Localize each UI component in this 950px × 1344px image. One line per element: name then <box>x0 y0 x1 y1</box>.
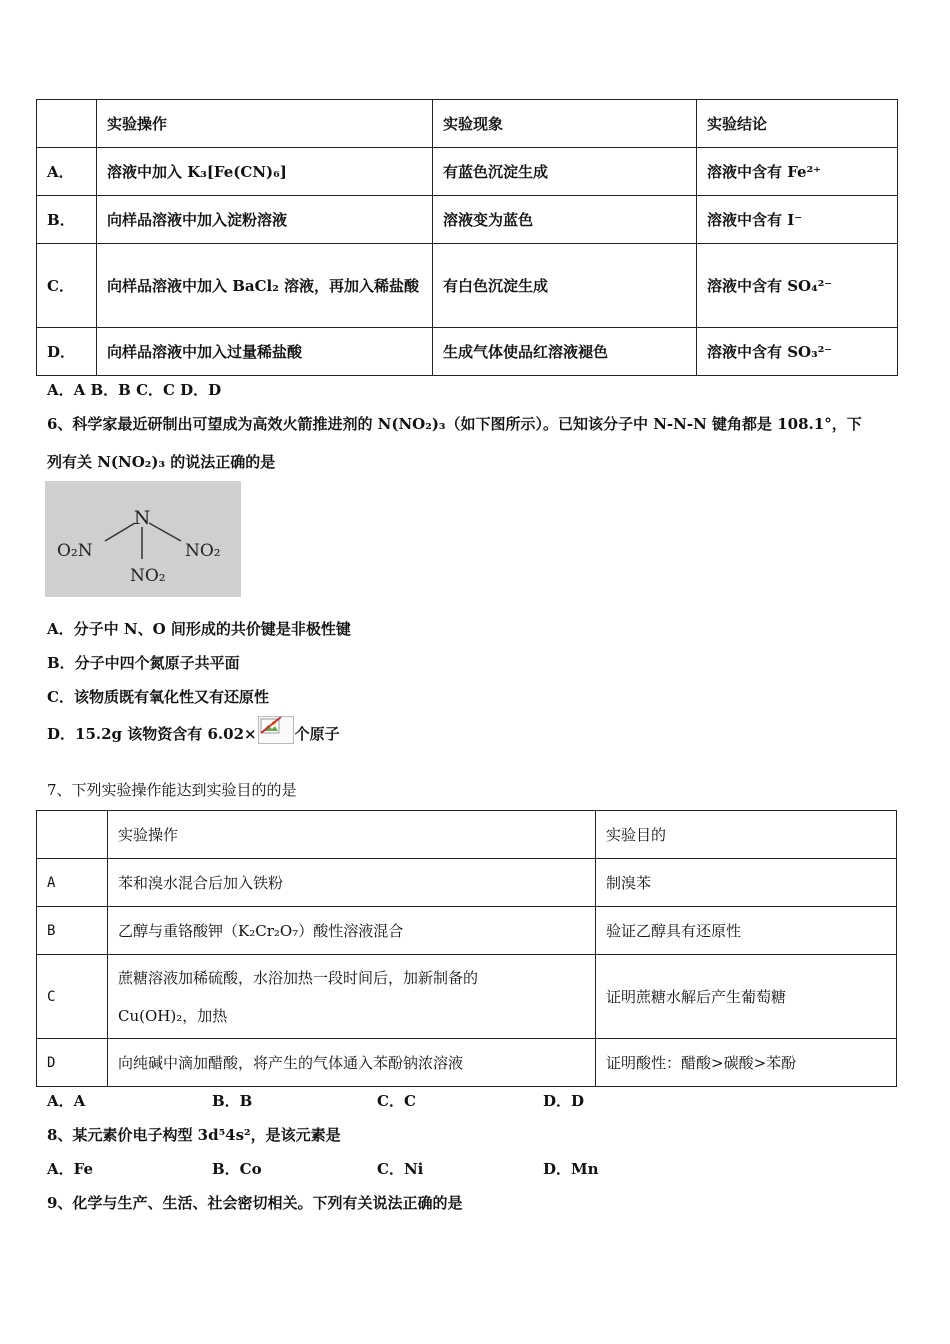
header-cell: 实验操作 <box>108 811 596 859</box>
row-label: C <box>37 955 108 1039</box>
cell-operation: 乙醇与重铬酸钾（K₂Cr₂O₇）酸性溶液混合 <box>108 907 596 955</box>
cell-conclusion: 溶液中含有 I⁻ <box>697 196 898 244</box>
table-row <box>37 907 897 955</box>
row-label: B <box>37 907 108 955</box>
q7-option-b: B．B <box>212 1092 253 1110</box>
q6-option-d <box>47 716 340 744</box>
header-cell <box>37 100 97 148</box>
molecule-svg <box>45 481 241 597</box>
cell-goal: 验证乙醇具有还原性 <box>596 907 897 955</box>
table-row <box>37 244 898 328</box>
cell-goal: 证明蔗糖水解后产生葡萄糖 <box>596 955 897 1039</box>
cell-operation: 向样品溶液中加入淀粉溶液 <box>97 196 433 244</box>
atom-center: N <box>133 507 151 529</box>
table-row <box>37 196 898 244</box>
cell-conclusion: 溶液中含有 SO₄²⁻ <box>697 244 898 328</box>
q9-stem: 9、化学与生产、生活、社会密切相关。下列有关说法正确的是 <box>47 1194 463 1212</box>
q5-table <box>36 99 898 376</box>
q6-option-b: B．分子中四个氮原子共平面 <box>47 654 240 672</box>
header-cell <box>37 811 108 859</box>
cell-conclusion: 溶液中含有 Fe²⁺ <box>697 148 898 196</box>
operation-line1: 蔗糖溶液加稀硫酸，水浴加热一段时间后，加新制备的 <box>118 968 479 987</box>
q8-option-d: D．Mn <box>543 1160 599 1178</box>
operation-line2: Cu(OH)₂，加热 <box>118 1006 228 1025</box>
broken-image-icon <box>258 716 294 744</box>
row-label: A． <box>37 148 97 196</box>
header-cell: 实验现象 <box>433 100 697 148</box>
cell-observation: 生成气体使品红溶液褪色 <box>433 328 697 376</box>
table-row <box>37 328 898 376</box>
header-cell: 实验结论 <box>697 100 898 148</box>
cell-operation <box>108 955 596 1039</box>
table-row <box>37 148 898 196</box>
group-right: NO₂ <box>185 541 221 561</box>
row-label: D． <box>37 328 97 376</box>
cell-goal: 证明酸性：醋酸>碳酸>苯酚 <box>596 1039 897 1087</box>
table-header-row <box>37 100 898 148</box>
cell-observation: 有蓝色沉淀生成 <box>433 148 697 196</box>
q8-option-c: C．Ni <box>377 1160 424 1178</box>
q6-stem-line2: 列有关 N(NO₂)₃ 的说法正确的是 <box>47 453 276 471</box>
cell-goal: 制溴苯 <box>596 859 897 907</box>
q8-option-b: B．Co <box>212 1160 262 1178</box>
row-label: C． <box>37 244 97 328</box>
q6-stem-line1: 6、科学家最近研制出可望成为高效火箭推进剂的 N(NO₂)₃（如下图所示）。已知该分子中 N-N-N 键角都是 108.1°，下 <box>47 415 862 433</box>
bond-right <box>149 523 181 541</box>
cell-conclusion: 溶液中含有 SO₃²⁻ <box>697 328 898 376</box>
table-row <box>37 859 897 907</box>
table-header-row <box>37 811 897 859</box>
group-bottom: NO₂ <box>130 566 166 586</box>
q7-stem: 7、下列实验操作能达到实验目的的是 <box>47 781 297 799</box>
table-row <box>37 1039 897 1087</box>
option-d-suffix: 个原子 <box>294 725 340 743</box>
q7-option-a: A．A <box>47 1092 86 1110</box>
q6-option-a: A．分子中 N、O 间形成的共价键是非极性键 <box>47 620 351 638</box>
q6-option-c: C．该物质既有氧化性又有还原性 <box>47 688 269 706</box>
molecule-structure-image <box>45 481 241 597</box>
cell-observation: 溶液变为蓝色 <box>433 196 697 244</box>
header-cell: 实验目的 <box>596 811 897 859</box>
row-label: A <box>37 859 108 907</box>
q8-option-a: A．Fe <box>47 1160 94 1178</box>
cell-operation: 溶液中加入 K₃[Fe(CN)₆] <box>97 148 433 196</box>
option-d-text: D．15.2g 该物资含有 6.02× <box>47 725 257 743</box>
q7-table <box>36 810 897 1087</box>
cell-operation: 向样品溶液中加入过量稀盐酸 <box>97 328 433 376</box>
q7-option-d: D．D <box>543 1092 585 1110</box>
cell-operation: 向纯碱中滴加醋酸，将产生的气体通入苯酚钠浓溶液 <box>108 1039 596 1087</box>
header-cell: 实验操作 <box>97 100 433 148</box>
q7-option-c: C．C <box>377 1092 416 1110</box>
table-row <box>37 955 897 1039</box>
row-label: B． <box>37 196 97 244</box>
cell-operation: 苯和溴水混合后加入铁粉 <box>108 859 596 907</box>
row-label: D <box>37 1039 108 1087</box>
q8-stem: 8、某元素价电子构型 3d⁵4s²，是该元素是 <box>47 1126 341 1144</box>
bond-left <box>105 523 135 541</box>
q5-answer-options: A．A B．B C．C D．D <box>47 381 222 399</box>
cell-observation: 有白色沉淀生成 <box>433 244 697 328</box>
group-left: O₂N <box>57 541 93 561</box>
cell-operation: 向样品溶液中加入 BaCl₂ 溶液，再加入稀盐酸 <box>97 244 433 328</box>
